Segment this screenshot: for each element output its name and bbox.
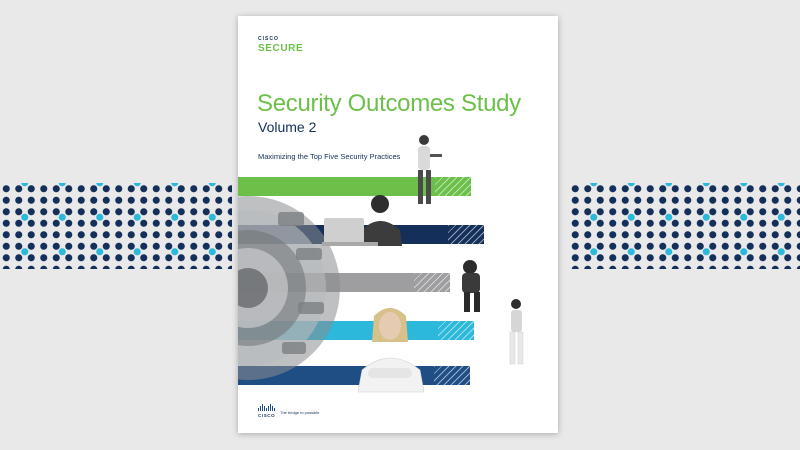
dot-pattern-left — [0, 183, 232, 269]
secure-brand: SECURE — [258, 43, 304, 54]
woman-walking-with-phone — [510, 299, 523, 364]
report-title: Security Outcomes Study — [257, 90, 521, 117]
man-sitting-on-bar — [462, 260, 480, 312]
woman-at-laptop — [322, 195, 402, 246]
cisco-footer-word: CISCO — [258, 413, 276, 418]
cisco-brand-small: CISCO — [258, 36, 279, 42]
report-volume: Volume 2 — [258, 119, 317, 135]
woman-arms-crossed — [358, 308, 424, 392]
cisco-footer-logo — [258, 406, 275, 418]
person-with-laptop-standing — [418, 135, 442, 204]
report-subtitle: Maximizing the Top Five Security Practices — [258, 152, 401, 161]
cisco-tagline: The bridge to possible — [280, 410, 320, 415]
dot-pattern-right — [569, 183, 800, 269]
report-cover — [238, 16, 558, 433]
cover-artwork — [238, 16, 558, 433]
